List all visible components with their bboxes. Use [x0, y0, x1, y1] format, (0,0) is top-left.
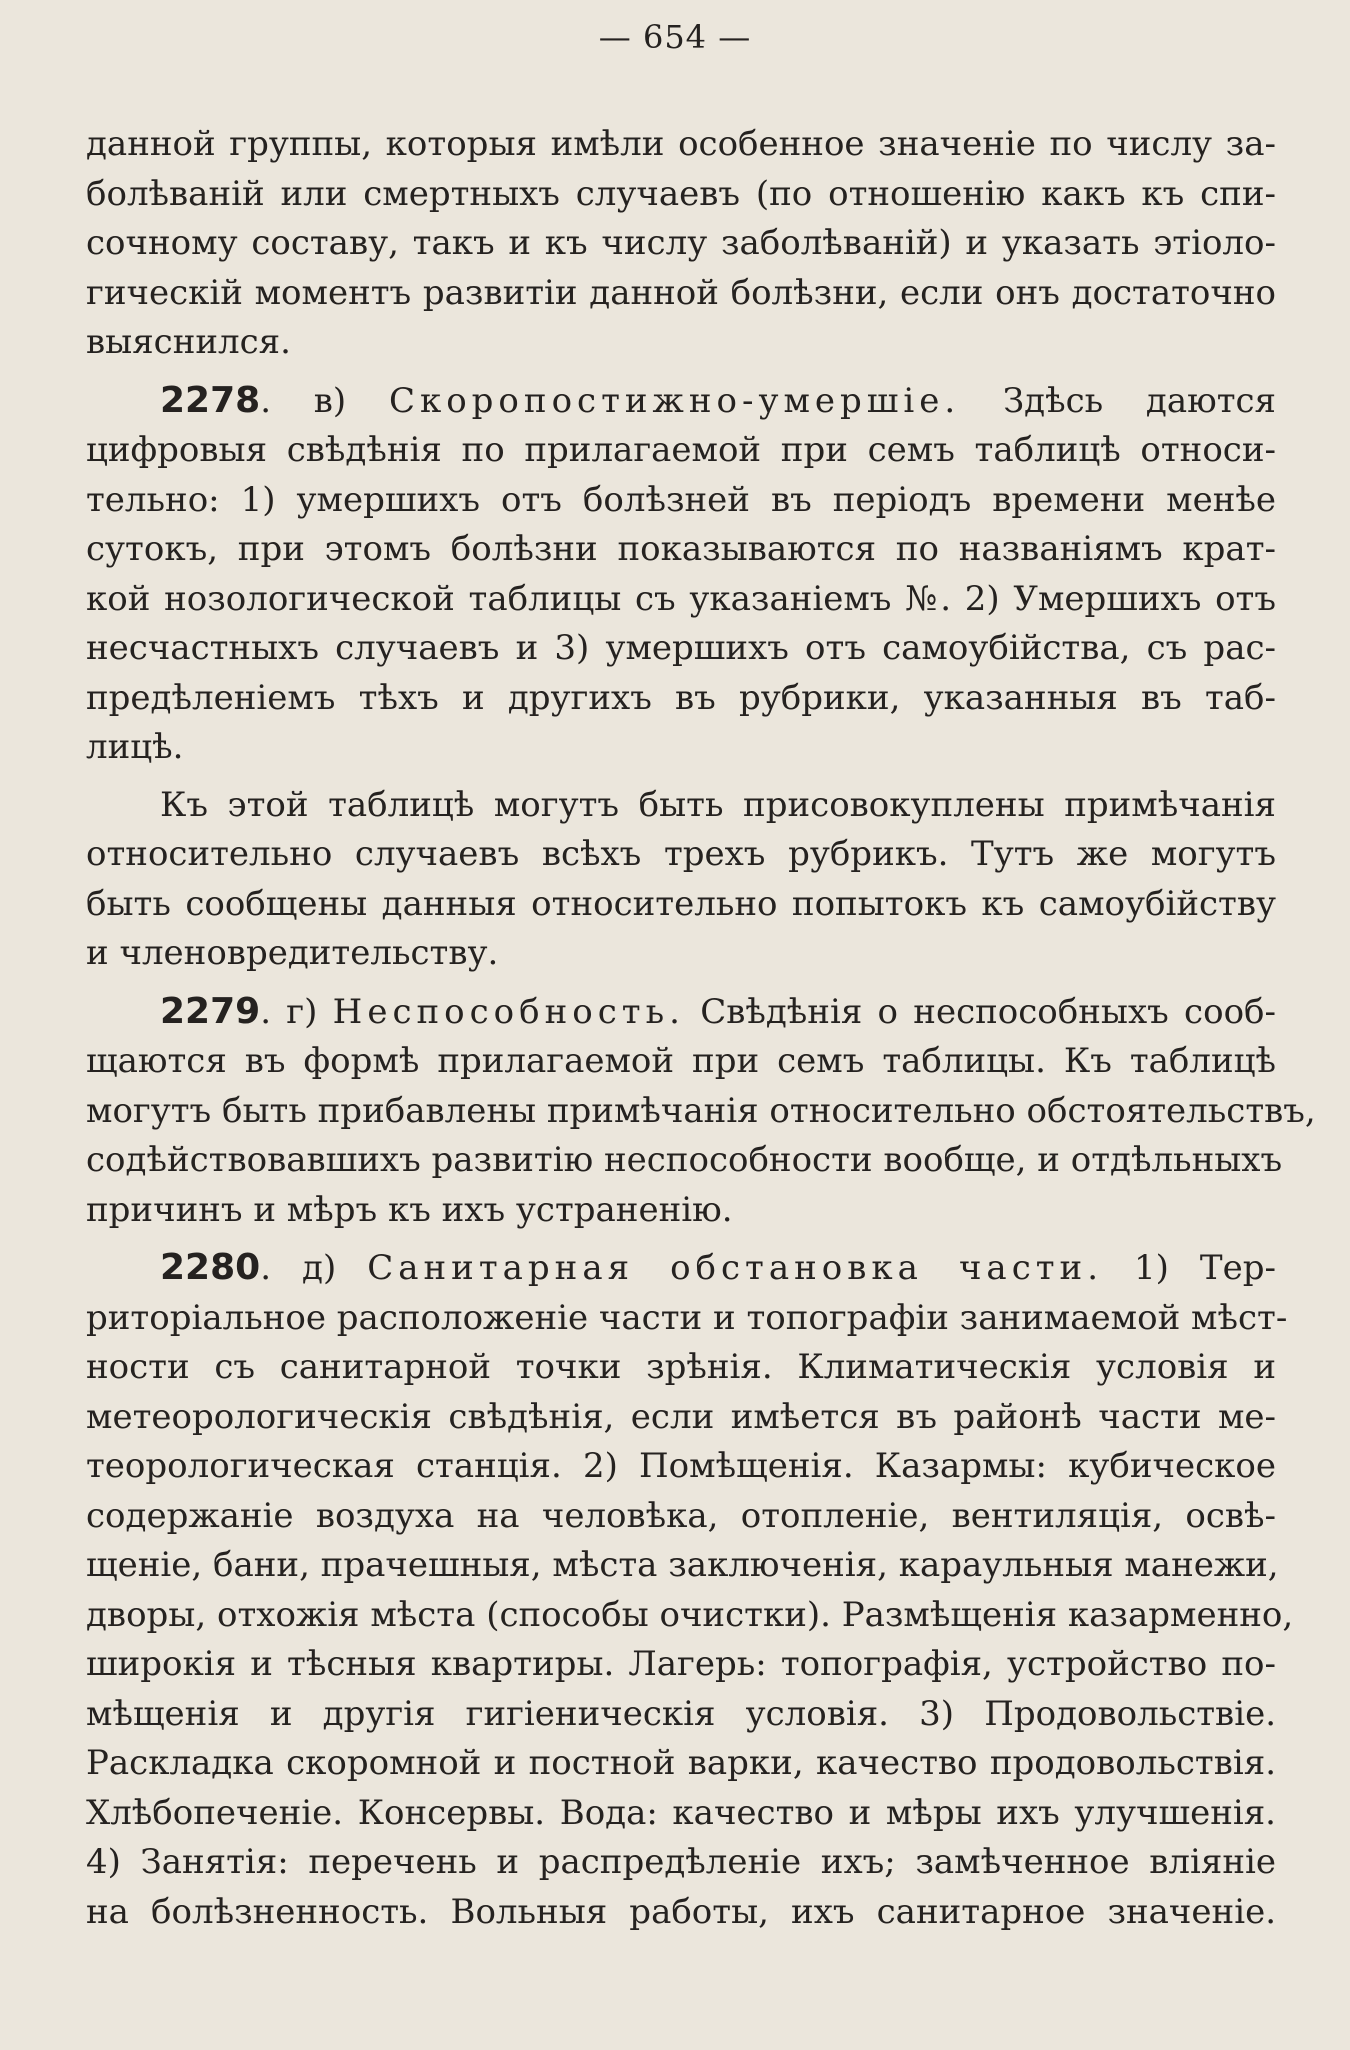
paragraph-heading: Скоропостижно-умершiе. — [388, 380, 961, 421]
text-line: содѣйствовавшихъ развитiю неспособности вообще, и отдѣльныхъ — [86, 1140, 1283, 1180]
paragraph-2279 — [86, 987, 1316, 1236]
text-line: болѣванiй или смертныхъ случаевъ (по отношенiю какъ къ спи- — [86, 173, 1276, 214]
paragraph-continuation — [86, 120, 1276, 368]
text-line: сочному составу, такъ и къ числу заболѣванiй) и указать этiоло- — [86, 223, 1276, 263]
text-line: кой нозологической таблицы съ указанiемъ №. 2) Умершихъ отъ — [86, 578, 1276, 619]
text-line — [86, 376, 1276, 427]
text-line: ности съ санитарной точки зрѣнiя. Климатическiя условiя и — [86, 1347, 1276, 1387]
text-line: причинъ и мѣръ къ ихъ устраненiю. — [86, 1189, 733, 1230]
text-line: Раскладка скоромной и постной варки, качество продовольствiя. — [86, 1743, 1276, 1783]
text-line: дворы, отхожiя мѣста (способы очистки). Размѣщенiя казарменно, — [86, 1594, 1294, 1635]
text-line: выяснился. — [86, 322, 291, 362]
text-line: на болѣзненность. Вольныя работы, ихъ санитарное значенiе. — [86, 1891, 1276, 1932]
paragraph-number: 2278 — [160, 379, 261, 421]
text-line: данной группы, которыя имѣли особенное значенie по числу за- — [86, 124, 1276, 164]
text-line: предѣленiемъ тѣхъ и другихъ въ рубрики, указанныя въ таб- — [86, 677, 1276, 718]
text-line: сутокъ, при этомъ болѣзни показываются по названiямъ крат- — [86, 529, 1276, 569]
text-line: лицѣ. — [86, 727, 184, 767]
paragraph-lead: . в) — [260, 380, 389, 421]
text-line: 4) Занятiя: перечень и распредѣленiе ихъ; замѣченное влiянiе — [86, 1842, 1276, 1882]
text-line: метеорологическiя свѣдѣнiя, если имѣется въ районѣ части ме- — [86, 1396, 1276, 1437]
text-line: и членовредительству. — [86, 933, 499, 973]
document-body — [86, 120, 1316, 1945]
page-number: — 654 — — [598, 18, 752, 56]
paragraph-heading: Неспособность. — [332, 991, 685, 1032]
text-line: быть сообщены данныя относительно попытокъ къ самоубiйству — [86, 883, 1276, 924]
text-line: щаются въ формѣ прилагаемой при семъ таблицы. Къ таблицѣ — [86, 1041, 1276, 1081]
text-line: относительно случаевъ всѣхъ трехъ рубрикъ. Тутъ же могутъ — [86, 834, 1276, 874]
paragraph-2278-note — [86, 781, 1276, 979]
text-line: несчастныхъ случаевъ и 3) умершихъ отъ самоубiйства, съ рас- — [86, 628, 1276, 668]
paragraph-2278 — [86, 376, 1276, 773]
text-line: тельно: 1) умершихъ отъ болѣзней въ перiодъ времени менѣе — [86, 479, 1276, 520]
paragraph-first-line-rest: Свѣдѣнiя о неспособныхъ сооб- — [684, 991, 1276, 1032]
text-line — [86, 987, 1276, 1038]
text-line: щенiе, бани, прачешныя, мѣста заключенiя, караульныя манежи, — [86, 1545, 1279, 1585]
text-line: риторiальное расположенiе части и топографiи занимаемой мѣст- — [86, 1297, 1288, 1338]
paragraph-lead: . д) — [260, 1248, 368, 1288]
text-line: Къ этой таблицѣ могутъ быть присовокуплены примѣчанiя — [160, 784, 1276, 825]
text-line: цифровыя свѣдѣнiя по прилагаемой при семъ таблицѣ относи- — [86, 430, 1276, 470]
text-line: теорологическая станцiя. 2) Помѣщенiя. Казармы: кубическое — [86, 1446, 1276, 1486]
paragraph-number: 2279 — [160, 990, 261, 1032]
text-line: гическiй моментъ развитiи данной болѣзни, если онъ достаточно — [86, 272, 1276, 313]
text-line: мѣщенiя и другiя гигiеническiя условiя. 3) Продовольствiе. — [86, 1693, 1276, 1734]
text-line: Хлѣбопеченiе. Консервы. Вода: качество и мѣры ихъ улучшенiя. — [86, 1792, 1276, 1833]
paragraph-heading: Санитарная обстановка части. — [367, 1248, 1104, 1288]
paragraph-number: 2280 — [160, 1247, 261, 1288]
text-line: содержанiе воздуха на человѣка, отопленiе, вентиляцiя, освѣ- — [86, 1495, 1276, 1536]
paragraph-2280 — [86, 1243, 1294, 1937]
paragraph-first-line-rest: 1) Тер- — [1103, 1248, 1276, 1288]
text-line — [86, 1243, 1276, 1294]
text-line: широкiя и тѣсныя квартиры. Лагерь: топографiя, устройство по- — [86, 1644, 1276, 1684]
paragraph-first-line-rest: Здѣсь даются — [960, 380, 1276, 421]
text-line: могутъ быть прибавлены примѣчанiя относительно обстоятельствъ, — [86, 1090, 1316, 1131]
paragraph-lead: . г) — [260, 991, 333, 1032]
